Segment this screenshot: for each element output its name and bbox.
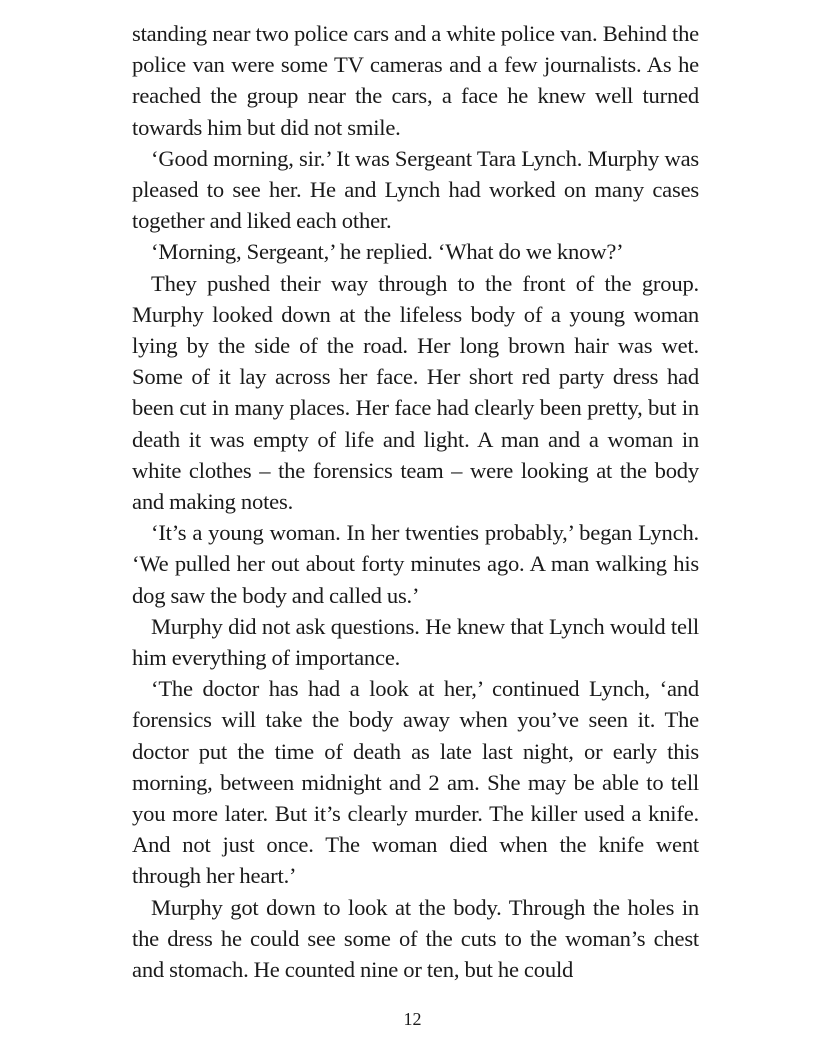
page-number: 12	[403, 1009, 422, 1029]
paragraph-murphy-examines: Murphy got down to look at the body. Through the holes in the dress he could see some of the cuts to the woman’s chest and stomach. He counted nine or ten, but he could	[132, 894, 699, 983]
paragraph-murphy-reply: ‘Morning, Sergeant,’ he replied. ‘What do we know?’	[151, 239, 624, 265]
paragraph-lynch-greeting: ‘Good morning, sir.’ It was Sergeant Tara Lynch. Murphy was pleased to see her. He and Lynch had worked on many cases together and liked each other.	[132, 145, 699, 234]
paragraph-doctor-findings: ‘The doctor has had a look at her,’ continued Lynch, ‘and forensics will take the body away when you’ve seen it. The doctor put the time of death as late last night, or early this morning, between midnight and 2 am. She may be able to tell you more later. But it’s clearly murder. The killer used a knife. And not just once. The woman died when the knife went through her heart.’	[132, 676, 699, 889]
paragraph-body-description: They pushed their way through to the front of the group. Murphy looked down at the lifeless body of a young woman lying by the side of the road. Her long brown hair was wet. Some of it lay across her face. Her short red party dress had been cut in many places. Her face had clearly been pretty, but in death it was empty of life and light. A man and a woman in white clothes – the forensics team – were looking at the body and making notes.	[132, 270, 699, 515]
book-page-text	[132, 18, 699, 985]
paragraph-continuation: standing near two police cars and a white police van. Behind the police van were some TV cameras and a few journalists. As he reached the group near the cars, a face he knew well turned towards him but did not smile.	[132, 21, 699, 140]
paragraph-lynch-report: ‘It’s a young woman. In her twenties probably,’ began Lynch. ‘We pulled her out about forty minutes ago. A man walking his dog saw the body and called us.’	[132, 520, 699, 608]
paragraph-murphy-silence: Murphy did not ask questions. He knew that Lynch would tell him everything of importance.	[132, 613, 699, 671]
